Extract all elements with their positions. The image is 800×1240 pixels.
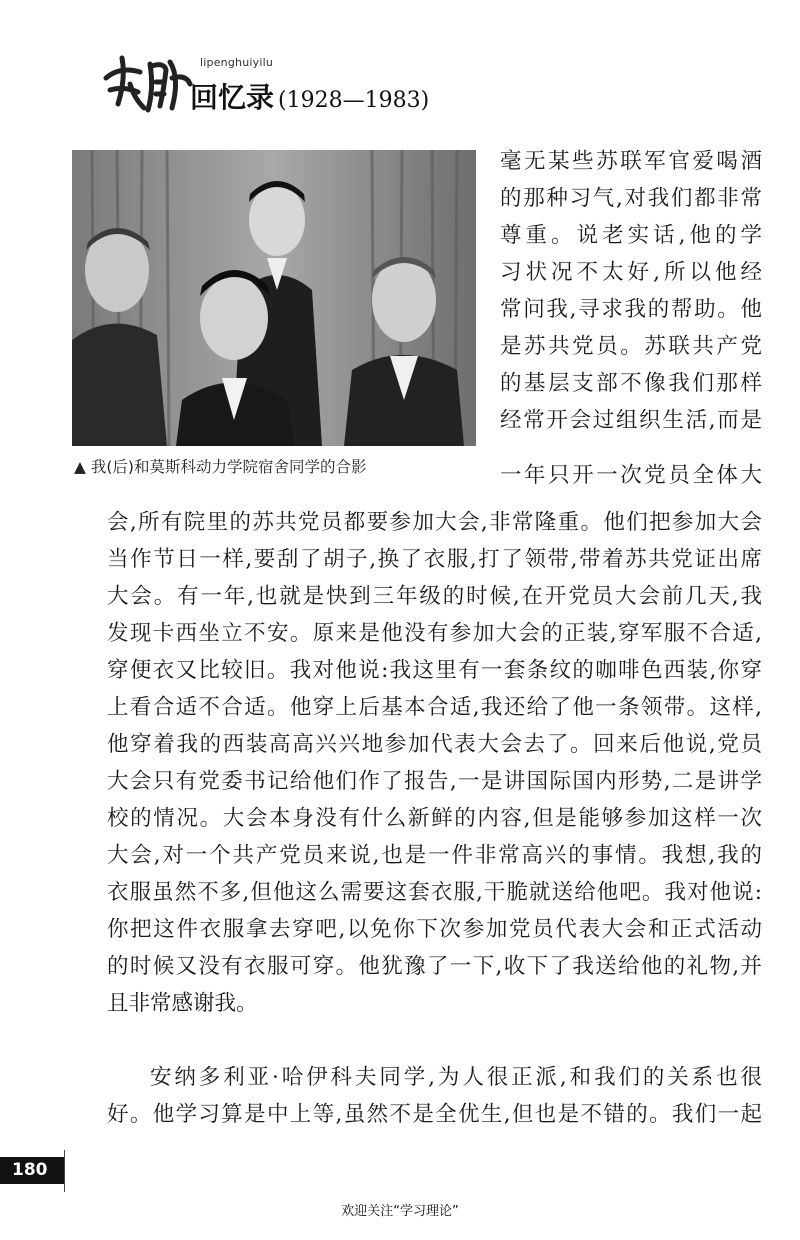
text-line: 他穿着我的西装高高兴兴地参加代表大会去了。回来后他说,党员 (107, 732, 762, 757)
header-years: (1928—1983) (278, 88, 430, 113)
photo-caption: ▲ 我(后)和莫斯科动力学院宿舍同学的合影 (74, 458, 367, 476)
text-line: 校的情况。大会本身没有什么新鲜的内容,但是能够参加这样一次 (107, 806, 762, 831)
page-number-rule (64, 1150, 65, 1192)
text-line: 大会。有一年,也就是快到三年级的时候,在开党员大会前几天,我 (107, 584, 762, 609)
text-line: 大会,对一个共产党员来说,也是一件非常高兴的事情。我想,我的 (107, 843, 762, 868)
footer-note: 欢迎关注“学习理论” (341, 1204, 459, 1219)
text-line: 常问我,寻求我的帮助。他 (500, 297, 762, 322)
author-signature-logo (100, 48, 195, 118)
header-title (190, 76, 429, 116)
text-line: 一年只开一次党员全体大 (500, 463, 762, 488)
text-line: 习状况不太好,所以他经 (500, 260, 762, 285)
text-line: 好。他学习算是中上等,虽然不是全优生,但也是不错的。我们一起 (107, 1102, 762, 1127)
text-line: 尊重。说老实话,他的学 (500, 223, 762, 248)
text-line: 的基层支部不像我们那样 (500, 371, 762, 396)
text-line: 大会只有党委书记给他们作了报告,一是讲国际国内形势,二是讲学 (107, 769, 762, 794)
text-line: 发现卡西坐立不安。原来是他没有参加大会的正装,穿军服不合适, (107, 621, 762, 646)
group-photo (72, 150, 476, 446)
text-line: 衣服虽然不多,但他这么需要这套衣服,干脆就送给他吧。我对他说: (107, 880, 762, 905)
header-pinyin: lipenghuiyilu (200, 56, 274, 69)
paragraph-start-line: 安纳多利亚·哈伊科夫同学,为人很正派,和我们的关系也很 (150, 1065, 762, 1090)
book-header (100, 48, 500, 118)
text-line: 且非常感谢我。 (107, 991, 258, 1016)
text-line: 会,所有院里的苏共党员都要参加大会,非常隆重。他们把参加大会 (107, 510, 762, 535)
text-line: 你把这件衣服拿去穿吧,以免你下次参加党员代表大会和正式活动 (107, 917, 762, 942)
text-line: 当作节日一样,要刮了胡子,换了衣服,打了领带,带着苏共党证出席 (107, 547, 762, 572)
text-line: 穿便衣又比较旧。我对他说:我这里有一套条纹的咖啡色西装,你穿 (107, 658, 762, 683)
text-line: 的时候又没有衣服可穿。他犹豫了一下,收下了我送给他的礼物,并 (107, 954, 762, 979)
text-line: 上看合适不合适。他穿上后基本合适,我还给了他一条领带。这样, (107, 695, 762, 720)
text-line: 是苏共党员。苏联共产党 (500, 334, 762, 359)
page-number: 180 (12, 1160, 48, 1180)
text-line: 经常开会过组织生活,而是 (500, 408, 762, 433)
header-title-text: 回忆录 (190, 81, 275, 114)
text-line: 的那种习气,对我们都非常 (500, 186, 762, 211)
text-line: 毫无某些苏联军官爱喝酒 (500, 149, 762, 174)
